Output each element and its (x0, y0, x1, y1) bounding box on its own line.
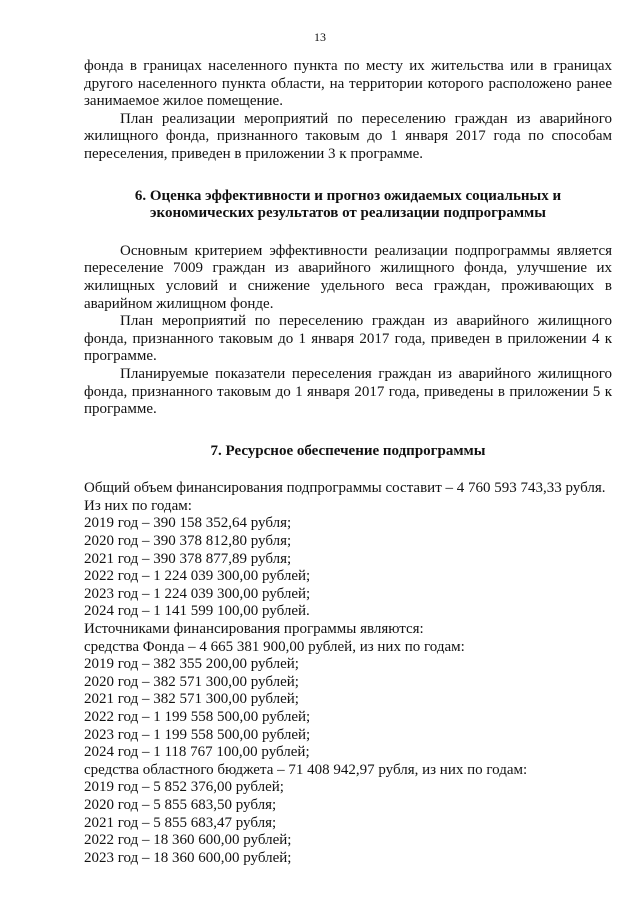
section6-title-line2: экономических результатов от реализации подпрограммы (150, 205, 546, 222)
regional-year-line: 2020 год – 5 855 683,50 рубля; (84, 796, 277, 813)
section6-paragraph-1: Основным критерием эффективности реализации подпрограммы является переселение 7009 граждан из аварийного жилищного фонда, улучшение их жилищных условий и снижение удельного веса граждан, проживающих в аварийном жилищном фонде. (84, 242, 612, 312)
regional-year-line: 2023 год – 18 360 600,00 рублей; (84, 849, 292, 866)
page-content (84, 58, 612, 867)
total-year-line: 2023 год – 1 224 039 300,00 рублей; (84, 585, 311, 602)
intro-continuation: фонда в границах населенного пункта по месту их жительства или в границах другого населенного пункта области, на территории которого расположено ранее занимаемое жилое помещение. (84, 58, 612, 110)
regional-year-line: 2021 год – 5 855 683,47 рубля; (84, 814, 277, 831)
regional-financing: средства областного бюджета – 71 408 942,97 рубля, из них по годам: (84, 761, 528, 778)
total-financing: Общий объем финансирования подпрограммы составит – 4 760 593 743,33 рубля. (84, 480, 606, 497)
total-year-line: 2021 год – 390 378 877,89 рубля; (84, 550, 292, 567)
fund-year-line: 2024 год – 1 118 767 100,00 рублей; (84, 744, 310, 761)
section6-heading (84, 188, 612, 223)
fund-year-line: 2022 год – 1 199 558 500,00 рублей; (84, 709, 311, 725)
section6-paragraph-2: План мероприятий по переселению граждан из аварийного жилищного фонда, признанного таковым до 1 января 2017 года, приведен в приложении 4 к программе. (84, 313, 612, 365)
total-year-line: 2022 год – 1 224 039 300,00 рублей; (84, 568, 311, 585)
total-year-line: 2019 год – 390 158 352,64 рубля; (84, 515, 292, 532)
section6-title-line1: 6. Оценка эффективности и прогноз ожидаемых социальных и (134, 187, 562, 204)
section7-heading: 7. Ресурсное обеспечение подпрограммы (210, 442, 486, 459)
total-by-years-label: Из них по годам: (84, 497, 192, 514)
section6-paragraph-3: Планируемые показатели переселения граждан из аварийного жилищного фонда, признанного таковым до 1 января 2017 года, приведены в приложении 5 к программе. (84, 365, 612, 418)
fund-financing: средства Фонда – 4 665 381 900,00 рублей, из них по годам: (84, 638, 465, 655)
page-number: 13 (314, 30, 326, 44)
fund-year-line: 2020 год – 382 571 300,00 рублей; (84, 673, 299, 690)
regional-year-line: 2022 год – 18 360 600,00 рублей; (84, 832, 292, 849)
sources-label: Источниками финансирования программы являются: (84, 621, 424, 638)
total-year-line: 2020 год – 390 378 812,80 рубля; (84, 533, 292, 550)
regional-year-line: 2019 год – 5 852 376,00 рублей; (84, 779, 284, 796)
fund-year-line: 2019 год – 382 355 200,00 рублей; (84, 656, 299, 673)
total-year-line: 2024 год – 1 141 599 100,00 рублей. (84, 603, 310, 620)
fund-year-line: 2023 год – 1 199 558 500,00 рублей; (84, 726, 311, 743)
intro-plan-paragraph: План реализации мероприятий по переселению граждан из аварийного жилищного фонда, признанного таковым до 1 января 2017 года по способам переселения, приведен в приложении 3 к программе. (84, 110, 612, 162)
fund-year-line: 2021 год – 382 571 300,00 рублей; (84, 691, 299, 708)
